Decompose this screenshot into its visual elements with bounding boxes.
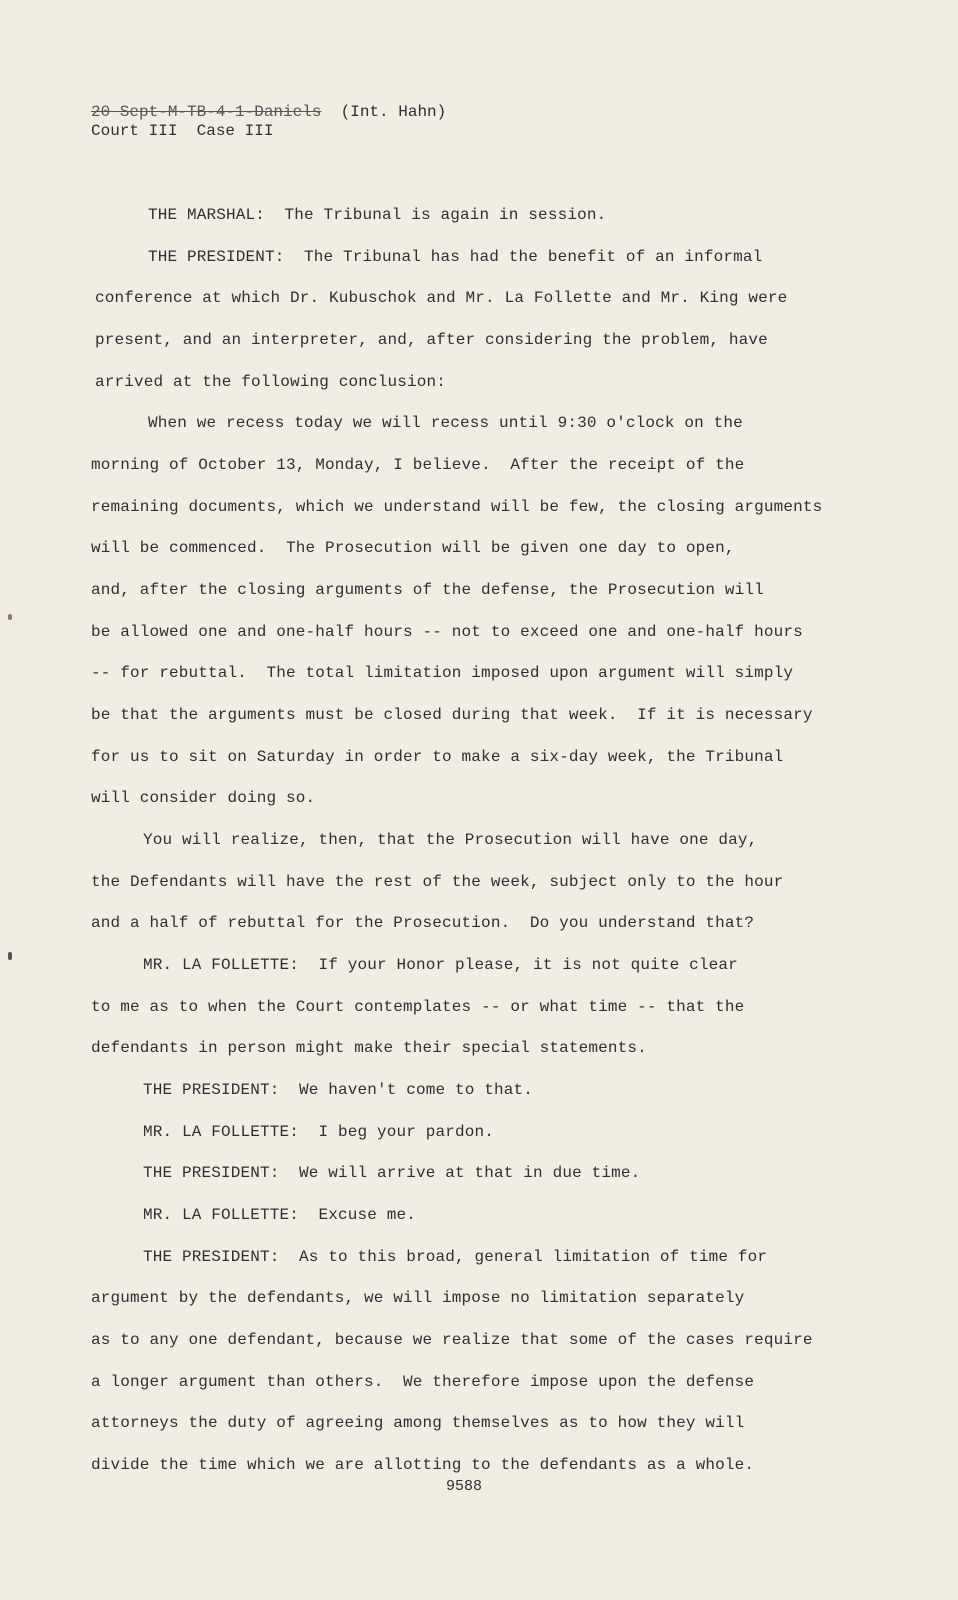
- text-line: THE PRESIDENT: The Tribunal has had the benefit of an informal: [148, 248, 763, 266]
- text-line: THE PRESIDENT: As to this broad, general limitation of time for: [143, 1248, 768, 1266]
- text-line: a longer argument than others. We therefore impose upon the defense: [91, 1373, 755, 1391]
- punch-mark: [8, 952, 12, 960]
- text-line: You will realize, then, that the Prosecution will have one day,: [143, 831, 758, 849]
- text-line: as to any one defendant, because we realize that some of the cases require: [91, 1331, 813, 1349]
- text-line: MR. LA FOLLETTE: If your Honor please, it is not quite clear: [143, 956, 738, 974]
- header-line-2: Court III Case III: [91, 122, 274, 140]
- text-line: -- for rebuttal. The total limitation imposed upon argument will simply: [91, 664, 794, 682]
- text-line: MR. LA FOLLETTE: Excuse me.: [143, 1206, 417, 1224]
- text-line: and, after the closing arguments of the defense, the Prosecution will: [91, 581, 764, 599]
- interpreter-note: (Int. Hahn): [340, 103, 447, 121]
- text-line: to me as to when the Court contemplates -- or what time -- that the: [91, 998, 745, 1016]
- text-line: for us to sit on Saturday in order to make a six-day week, the Tribunal: [91, 748, 784, 766]
- text-line: present, and an interpreter, and, after considering the problem, have: [95, 331, 768, 349]
- text-line: MR. LA FOLLETTE: I beg your pardon.: [143, 1123, 495, 1141]
- header-line-1: [91, 103, 446, 122]
- text-line: be that the arguments must be closed during that week. If it is necessary: [91, 706, 813, 724]
- text-line: remaining documents, which we understand will be few, the closing arguments: [91, 498, 823, 516]
- page-header: [91, 103, 446, 141]
- text-line: argument by the defendants, we will impose no limitation separately: [91, 1289, 745, 1307]
- text-line: divide the time which we are allotting to the defendants as a whole.: [91, 1456, 755, 1474]
- text-line: defendants in person might make their special statements.: [91, 1039, 647, 1057]
- text-line: be allowed one and one-half hours -- not to exceed one and one-half hours: [91, 623, 803, 641]
- page-number: 9588: [446, 1478, 483, 1495]
- text-line: conference at which Dr. Kubuschok and Mr. La Follette and Mr. King were: [95, 289, 788, 307]
- text-line: morning of October 13, Monday, I believe. After the receipt of the: [91, 456, 745, 474]
- text-line: will consider doing so.: [91, 789, 316, 807]
- text-line: and a half of rebuttal for the Prosecution. Do you understand that?: [91, 914, 755, 932]
- text-line: THE MARSHAL: The Tribunal is again in session.: [148, 206, 607, 224]
- text-line: the Defendants will have the rest of the week, subject only to the hour: [91, 873, 784, 891]
- text-line: When we recess today we will recess until 9:30 o'clock on the: [148, 414, 743, 432]
- text-line: THE PRESIDENT: We haven't come to that.: [143, 1081, 534, 1099]
- header-reference: 20 Sept-M-TB-4-1-Daniels: [91, 103, 322, 121]
- text-line: arrived at the following conclusion:: [95, 373, 447, 391]
- punch-mark: [8, 614, 12, 620]
- text-line: attorneys the duty of agreeing among themselves as to how they will: [91, 1414, 745, 1432]
- text-line: THE PRESIDENT: We will arrive at that in due time.: [143, 1164, 641, 1182]
- text-line: will be commenced. The Prosecution will be given one day to open,: [91, 539, 735, 557]
